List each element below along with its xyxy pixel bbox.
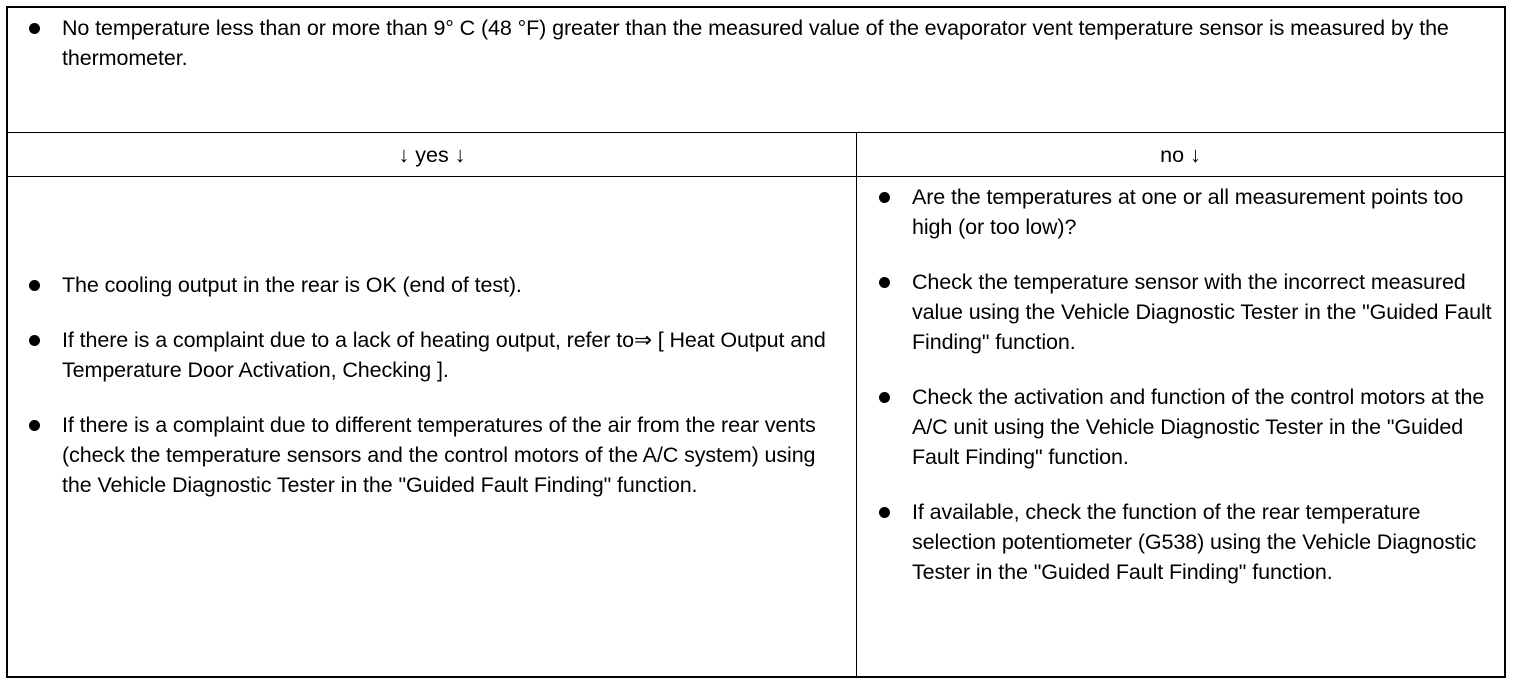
bullet-icon	[879, 392, 890, 403]
yes-item-text: If there is a complaint due to different temperatures of the air from the rear vents (check the temperature sensors and the control motors of the A/C system) using the Vehicle Diagnostic Tester in the "Guided Fault Finding" function.	[62, 413, 816, 497]
no-item	[912, 497, 1498, 587]
bullet-icon	[29, 23, 40, 34]
no-item-text: Check the temperature sensor with the incorrect measured value using the Vehicle Diagnostic Tester in the "Guided Fault Finding" function.	[912, 270, 1492, 354]
yes-item	[62, 325, 842, 385]
yes-item-text: If there is a complaint due to a lack of heating output, refer to⇒ [ Heat Output and Temperature Door Activation, Checking ].	[62, 328, 826, 382]
bullet-icon	[29, 280, 40, 291]
condition-item	[62, 13, 1492, 73]
bullet-icon	[29, 335, 40, 346]
yes-item-text: The cooling output in the rear is OK (end of test).	[62, 273, 522, 297]
no-item-text: Are the temperatures at one or all measurement points too high (or too low)?	[912, 185, 1464, 239]
yes-header: ↓ yes ↓	[398, 143, 466, 167]
no-item-text: If available, check the function of the rear temperature selection potentiometer (G538) using the Vehicle Diagnostic Tester in the "Guided Fault Finding" function.	[912, 500, 1477, 584]
no-item	[912, 182, 1498, 242]
condition-divider	[7, 132, 1505, 133]
bullet-icon	[879, 192, 890, 203]
yes-item	[62, 410, 842, 500]
bullet-icon	[879, 277, 890, 288]
header-divider	[7, 176, 1505, 177]
no-item	[912, 382, 1498, 472]
bullet-icon	[29, 420, 40, 431]
column-divider	[856, 133, 857, 678]
condition-text: No temperature less than or more than 9° C (48 °F) greater than the measured value of the evaporator vent temperature sensor is measured by the thermometer.	[62, 16, 1449, 70]
no-item-text: Check the activation and function of the control motors at the A/C unit using the Vehicle Diagnostic Tester in the "Guided Fault Finding" function.	[912, 385, 1485, 469]
no-header: no ↓	[1160, 143, 1201, 167]
yes-item	[62, 270, 842, 300]
bullet-icon	[879, 507, 890, 518]
no-item	[912, 267, 1498, 357]
